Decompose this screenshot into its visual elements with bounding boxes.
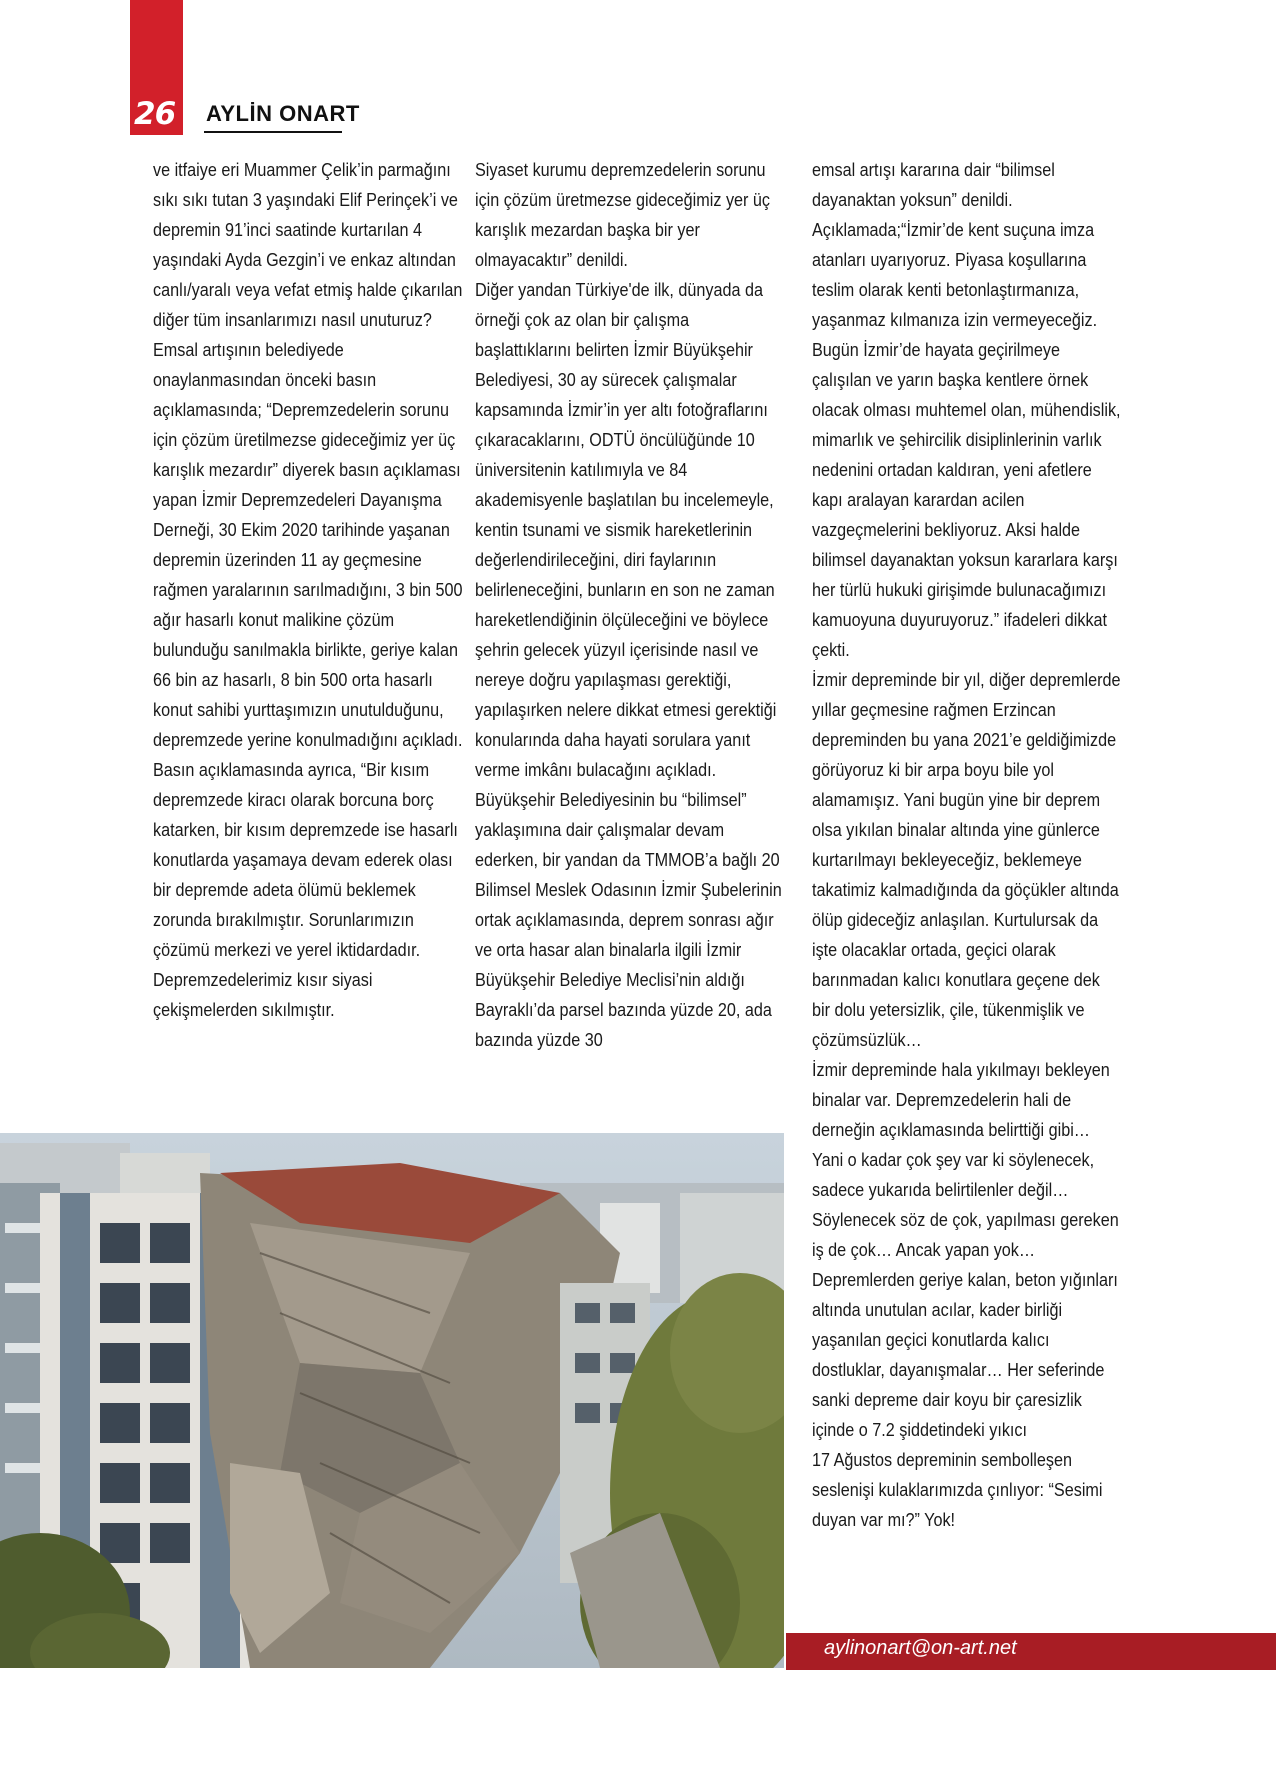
- text-column-2: [475, 155, 789, 1055]
- text-column-3: [812, 155, 1122, 1535]
- paragraph: Diğer yandan Türkiye'de ilk, dünyada da örneği çok az olan bir çalışma başlattıklarını belirten İzmir Büyükşehir Belediyesi, 30 ay sürecek çalışmalar kapsamında İzmir’in yer altı fotoğraflarını çıkaracaklarını, ODTÜ öncülüğünde 10 üniversitenin katılımıyla ve 84 akademisyenle başlatılan bu incelemeyle, kentin tsunami ve sismik hareketlerinin değerlendirileceğini, diri faylarının belirleneceğini, bunların en son ne zaman hareketlendiğinin ölçüleceğini ve böylece şehrin gelecek yüzyıl içerisinde nasıl ve nereye doğru yapılaşması gerektiği, yapılaşırken nelere dikkat etmesi gerektiği konularında daha hayati sorulara yanıt verme imkânı bulacağını açıkladı.: [475, 279, 777, 780]
- author-email[interactable]: aylinonart@on-art.net: [824, 1637, 1017, 1659]
- author-email-bar: [786, 1633, 1276, 1670]
- paragraph: ve itfaiye eri Muammer Çelik’in parmağını sıkı sıkı tutan 3 yaşındaki Elif Perinçek’i ve depremin 91’inci saatinde kurtarılan 4 yaşındaki Ayda Gezgin’i ve enkaz altından canlı/yaralı veya vefat etmiş halde çıkarılan diğer tüm insanlarımızı nasıl unuturuz?: [153, 159, 463, 330]
- paragraph: İzmir depreminde bir yıl, diğer depremlerde yıllar geçmesine rağmen Erzincan depreminden bu yana 2021’e geldiğimizde görüyoruz ki bir arpa boyu bile yol alamamışız. Yani bugün yine bir deprem olsa yıkılan binalar altında yine günlerce kurtarılmayı bekleyeceğiz, beklemeye takatimiz kalmadığında da göçükler altında ölüp gideceğiz anlaşılan. Kurtulursak da işte olacaklar ortada, geçici olarak barınmadan kalıcı konutlara geçene dek bir dolu yetersizlik, çile, tükenmişlik ve çözümsüzlük…: [812, 669, 1121, 1050]
- paragraph: 17 Ağustos depreminin sembolleşen seslenişi kulaklarımızda çınlıyor: “Sesimi duyan var mı?” Yok!: [812, 1449, 1103, 1530]
- paragraph: İzmir depreminde hala yıkılmayı bekleyen binalar var. Depremzedelerin hali de derneğin açıklamasında belirttiği gibi… Yani o kadar çok şey var ki söylenecek, sadece yukarıda belirtilenler değil… Söylenecek söz de çok, yapılması gereken iş de çok… Ancak yapan yok… Depremlerden geriye kalan, beton yığınları altında unutulan acılar, kader birliği yaşanılan geçici konutlarda kalıcı dostluklar, dayanışmalar… Her seferinde sanki depreme dair koyu bir çaresizlik içinde o 7.2 şiddetindeki yıkıcı: [812, 1059, 1119, 1440]
- paragraph: Büyükşehir Belediyesinin bu “bilimsel” yaklaşımına dair çalışmalar devam ederken, bir yandan da TMMOB’a bağlı 20 Bilimsel Meslek Odasının İzmir Şubelerinin ortak açıklamasında, deprem sonrası ağır ve orta hasar alan binalarla ilgili İzmir Büyükşehir Belediye Meclisi’nin aldığı Bayraklı’da parsel bazında yüzde 20, ada bazında yüzde 30: [475, 789, 782, 1050]
- paragraph: Emsal artışının belediyede onaylanmasından önceki basın açıklamasında; “Depremzedelerin sorunu için çözüm üretilmezse gideceğimiz yer üç karışlık mezardır” diyerek basın açıklaması yapan İzmir Depremzedeleri Dayanışma Derneği, 30 Ekim 2020 tarihinde yaşanan depremin üzerinden 11 ay geçmesine rağmen yaralarının sarılmadığını, 3 bin 500 ağır hasarlı konut malikine çözüm bulunduğu sanılmakla birlikte, geriye kalan 66 bin az hasarlı, 8 bin 500 orta hasarlı konut sahibi yurttaşımızın unutulduğunu, depremzede yerine konulmadığını açıkladı. Basın açıklamasında ayrıca, “Bir kısım depremzede kiracı olarak borcuna borç katarken, bir kısım depremzede ise hasarlı konutlarda yaşamaya devam ederek olası bir depremde adeta ölümü beklemek zorunda bırakılmıştır. Sorunlarımızın çözümü merkezi ve yerel iktidardadır. Depremzedelerimiz kısır siyasi çekişmelerden sıkılmıştır.: [153, 339, 463, 1020]
- collapsed-building-photo: [0, 1133, 784, 1668]
- text-column-1: [153, 155, 465, 1025]
- paragraph: emsal artışı kararına dair “bilimsel dayanaktan yoksun” denildi.: [812, 159, 1055, 210]
- paragraph: Açıklamada;“İzmir’de kent suçuna imza atanları uyarıyoruz. Piyasa koşullarına teslim olarak kenti betonlaştırmanıza, yaşanmaz kılmanıza izin vermeyeceğiz. Bugün İzmir’de hayata geçirilmeye çalışılan ve yarın başka kentlere örnek olacak olması muhtemel olan, mühendislik, mimarlık ve şehircilik disiplinlerinin varlık nedenini ortadan kaldıran, yeni afetlere kapı aralayan karardan acilen vazgeçmelerini bekliyoruz. Aksi halde bilimsel dayanaktan yoksun kararlara karşı her türlü hukuki girişimde bulunacağımızı kamuoyuna duyuruyoruz.” ifadeleri dikkat çekti.: [812, 219, 1121, 660]
- author-underline: [204, 131, 342, 133]
- author-name: AYLİN ONART: [206, 101, 360, 126]
- paragraph: Siyaset kurumu depremzedelerin sorunu için çözüm üretmezse gideceğimiz yer üç karışlık mezardan başka bir yer olmayacaktır” denildi.: [475, 159, 771, 270]
- page-number: 26: [134, 96, 176, 132]
